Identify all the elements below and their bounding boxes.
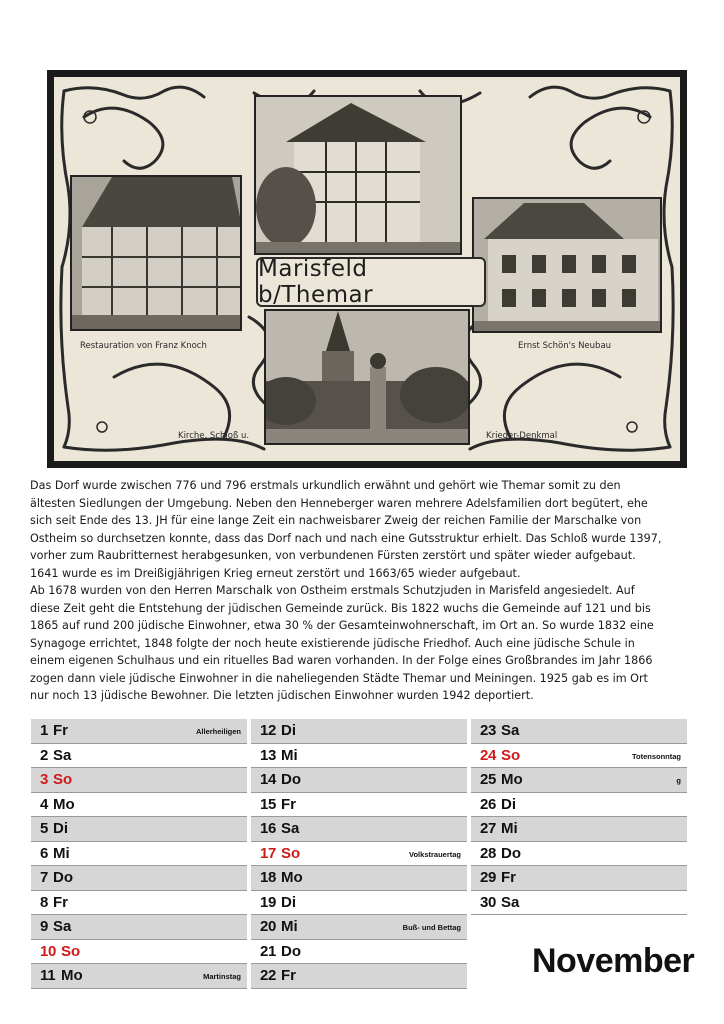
calendar-day-row [31,964,247,989]
day-number: 26 [480,795,497,813]
calendar-day-row [471,719,687,744]
photo-house-center [254,95,462,255]
calendar-day-row [31,793,247,818]
caption-memorial: Krieger-Denkmal [486,431,558,441]
weekday-name: Fr [53,722,68,739]
day-number: 1 [40,722,49,739]
weekday-name: Di [53,820,68,837]
day-number: 13 [260,746,277,764]
calendar-day-row [31,817,247,842]
text-line: zogen dann viele jüdische Einwohner in die naheliegenden Städte Themar und Meiningen. 1925 gab es im Ort [30,671,648,685]
calendar-day-row [251,768,467,793]
history-text [30,477,700,705]
day-number: 5 [40,820,49,837]
weekday-name: Mo [281,869,303,886]
weekday-name: Sa [53,746,72,764]
text-line: vorher zum Raubritternest herabgesunken, von verbundenen Fürsten zerstört und später wieder aufgebaut. [30,549,636,562]
holiday-label: g [676,776,681,785]
day-number: 17 [260,844,277,862]
day-number: 19 [260,893,277,911]
holiday-label: Allerheiligen [195,727,241,736]
day-number: 24 [480,746,497,764]
calendar-day-row [251,793,467,818]
calendar-day-row [31,940,247,965]
day-number: 29 [480,869,497,886]
weekday-name: So [61,942,81,960]
day-number: 12 [260,722,277,739]
day-number: 30 [480,893,497,911]
day-number: 3 [40,771,49,788]
day-number: 4 [40,795,49,813]
calendar-day-row [471,866,687,891]
calendar-day-row [471,817,687,842]
day-number: 28 [480,844,497,862]
day-number: 25 [480,771,497,788]
day-number: 27 [480,820,497,837]
day-number: 7 [40,869,49,886]
calendar-day-row [31,842,247,867]
calendar-column-2 [251,719,467,989]
weekday-name: Sa [281,820,300,837]
holiday-label: Martinstag [203,972,241,981]
photo-neubau [472,197,662,333]
calendar-day-row [31,866,247,891]
weekday-name: So [281,844,301,862]
text-line: sich seit Ende des 13. JH für eine lange Zeit ein nachweisbarer Zweig der reichen Familie der Marschalke von [30,514,642,527]
calendar-day-row [471,793,687,818]
postcard-inner [54,77,680,461]
weekday-name: Fr [501,869,516,886]
month-title: November [532,942,695,980]
weekday-name: Di [281,893,296,911]
photo-church [264,309,470,445]
text-line: 1865 auf rund 200 jüdische Einwohner, etwa 30 % der Gesamteinwohnerschaft, im Ort an. So wurde 1832 eine [30,619,654,632]
day-number: 21 [260,942,277,960]
holiday-label: Buß- und Bettag [402,923,461,932]
weekday-name: Di [501,795,516,813]
calendar-day-row [471,891,687,916]
calendar-day-row [471,842,687,867]
weekday-name: Mi [501,820,518,837]
calendar-day-row [31,768,247,793]
weekday-name: Do [281,771,301,788]
text-line: einem eigenen Schulhaus und ein rituelles Bad waren vorhanden. In der Folge eines Großbrandes im Jahr 1866 [30,654,653,667]
calendar-day-row [251,964,467,989]
day-number: 6 [40,844,49,862]
caption-church: Kirche, Schloß u. [178,431,250,441]
calendar-column-1 [31,719,247,989]
weekday-name: Do [281,942,301,960]
text-line: Ab 1678 wurden von den Herren Marschalk von Ostheim erstmals Schutzjuden in Marisfeld angesiedelt. Auf [30,584,635,597]
calendar-column-3 [471,719,687,915]
day-number: 11 [40,967,56,984]
calendar-day-row [251,940,467,965]
caption-restaurant: Restauration von Franz Knoch [80,341,207,351]
day-number: 22 [260,967,277,984]
weekday-name: Fr [53,893,68,911]
calendar-day-row [471,768,687,793]
day-number: 23 [480,722,497,739]
day-number: 14 [260,771,277,788]
weekday-name: Mi [53,844,70,862]
calendar-day-row [251,891,467,916]
calendar-day-row [251,719,467,744]
text-line: diese Zeit geht die Entstehung der jüdischen Gemeinde zurück. Bis 1822 wuchs die Gemeinde auf 121 und bis [30,601,651,615]
calendar-day-row [31,719,247,744]
day-number: 16 [260,820,277,837]
weekday-name: Mi [281,746,298,764]
weekday-name: Fr [281,967,296,984]
weekday-name: Do [53,869,73,886]
calendar-day-row [251,842,467,867]
day-number: 15 [260,795,277,813]
caption-neubau: Ernst Schön's Neubau [518,341,612,351]
postcard-title: Marisfeld b/Themar [258,256,374,308]
weekday-name: So [501,746,521,764]
weekday-name: Fr [281,795,296,813]
calendar-day-row [251,866,467,891]
weekday-name: Sa [501,722,520,739]
day-number: 18 [260,869,277,886]
weekday-name: So [53,771,73,788]
day-number: 2 [40,746,49,764]
weekday-name: Sa [53,918,72,935]
calendar-day-row [31,891,247,916]
calendar-day-row [251,817,467,842]
postcard-image [47,70,687,468]
day-number: 8 [40,893,49,911]
weekday-name: Mo [61,967,83,984]
text-line: ältesten Siedlungen der Umgebung. Neben den Henneberger waren mehrere Adelsfamilien dort begütert, ehe [30,496,648,510]
calendar-day-row [31,915,247,940]
calendar-day-row [251,915,467,940]
calendar-day-row [251,744,467,769]
holiday-label: Volkstrauertag [409,849,461,859]
weekday-name: Sa [501,893,520,911]
calendar-day-row [471,744,687,769]
text-line: nur noch 13 jüdische Bewohner. Die letzten jüdischen Einwohner wurden 1942 deportiert. [30,689,534,702]
weekday-name: Mo [53,795,75,813]
weekday-name: Mo [501,771,523,788]
text-line: Das Dorf wurde zwischen 776 und 796 erstmals urkundlich erwähnt und gehört wie Themar somit zu den [30,479,621,492]
weekday-name: Do [501,844,521,862]
text-line: Synagoge errichtet, 1848 folgte der noch heute existierende jüdische Friedhof. Auch eine jüdische Schule in [30,636,635,650]
text-line: Ostheim so durchsetzen konnte, dass das Dorf nach und nach eine Gutsstruktur erhielt. Das Schloß wurde 1397, [30,531,662,545]
weekday-name: Di [281,722,296,739]
calendar-day-row [31,744,247,769]
day-number: 10 [40,942,57,960]
day-number: 9 [40,918,49,935]
text-line: 1641 wurde es im Dreißigjährigen Krieg erneut zerstört und 1663/65 wieder aufgebaut. [30,566,521,580]
holiday-label: Totensonntag [631,751,681,761]
weekday-name: Mi [281,918,298,935]
postcard-title-plate [256,257,486,307]
photo-restaurant [70,175,242,331]
day-number: 20 [260,918,277,935]
